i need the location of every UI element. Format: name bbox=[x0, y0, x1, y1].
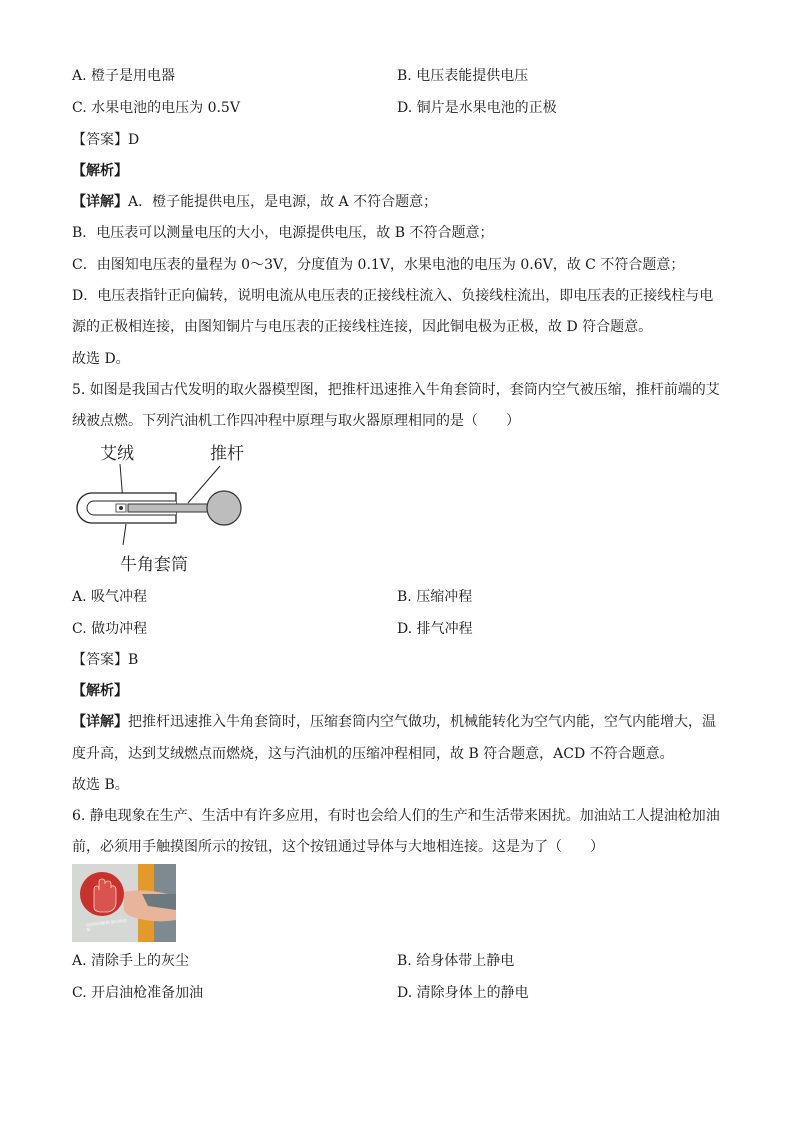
q6-option-b: B. 给身体带上静电 bbox=[397, 953, 515, 969]
q5-analysis-label: 【解析】 bbox=[72, 683, 128, 699]
q4-detail-1-text: A．橙子能提供电压，是电源，故 A 不符合题意； bbox=[128, 194, 438, 210]
q4-detail-4a: D．电压表指针正向偏转，说明电流从电压表的正接线柱流入、负接线柱流出，即电压表的正接线柱与电 bbox=[72, 288, 714, 304]
q5-option-c: C. 做功冲程 bbox=[72, 621, 148, 637]
rod-handle-knob bbox=[207, 491, 241, 525]
q4-option-b: B. 电压表能提供电压 bbox=[397, 68, 529, 84]
label-sleeve: 牛角套筒 bbox=[120, 555, 188, 575]
q5-detail-label: 【详解】 bbox=[72, 714, 128, 730]
q4-detail-4b: 源的正极相连接，由图知铜片与电压表的正接线柱连接，因此铜电极为正极，故 D 符合题意。 bbox=[72, 319, 653, 335]
q4-option-a: A. 橙子是用电器 bbox=[72, 68, 176, 84]
q5-option-d: D. 排气冲程 bbox=[397, 621, 473, 637]
q5-stem-1: 5. 如图是我国古代发明的取火器模型图，把推杆迅速推入牛角套筒时，套筒内空气被压缩，推杆前端的艾 bbox=[72, 382, 720, 398]
q6-option-d: D. 清除身体上的静电 bbox=[397, 985, 529, 1001]
q5-detail-2: 度升高，达到艾绒燃点而燃烧，这与汽油机的压缩冲程相同，故 B 符合题意，ACD 不符合题意。 bbox=[72, 746, 674, 762]
q5-option-a: A. 吸气冲程 bbox=[72, 589, 148, 605]
static-discharge-button-photo bbox=[72, 864, 176, 942]
q4-option-c: C. 水果电池的电压为 0.5V bbox=[72, 100, 240, 116]
q4-detail-2: B．电压表可以测量电压的大小，电源提供电压，故 B 不符合题意； bbox=[72, 225, 494, 241]
q5-option-b: B. 压缩冲程 bbox=[397, 589, 473, 605]
label-rod: 推杆 bbox=[210, 444, 244, 464]
q5-stem-2: 绒被点燃。下列汽油机工作四冲程中原理与取火器原理相同的是（ ） bbox=[72, 413, 520, 429]
q4-detail-1 bbox=[72, 193, 437, 211]
q5-answer: 【答案】B bbox=[72, 652, 139, 668]
q5-conclusion: 故选 B。 bbox=[72, 777, 129, 793]
q4-conclusion: 故选 D。 bbox=[72, 351, 130, 367]
q4-option-d: D. 铜片是水果电池的正极 bbox=[397, 100, 557, 116]
q4-analysis-label: 【解析】 bbox=[72, 163, 128, 179]
sleeve-leader-line bbox=[123, 524, 126, 545]
q5-detail-1-text: 把推杆迅速推入牛角套筒时，压缩套筒内空气做功，机械能转化为空气内能，空气内能增大，温 bbox=[128, 714, 716, 730]
tinder-dot bbox=[119, 506, 123, 510]
q4-detail-label: 【详解】 bbox=[72, 194, 128, 210]
photo-caption: 加油前请触摸 静电释放器 bbox=[85, 918, 128, 933]
q4-detail-3: C．由图知电压表的量程为 0～3V，分度值为 0.1V，水果电池的电压为 0.6V，故 C 不符合题意； bbox=[72, 257, 685, 273]
label-tinder: 艾绒 bbox=[100, 444, 134, 464]
fire-piston-diagram bbox=[70, 440, 250, 575]
q5-detail-1 bbox=[72, 713, 716, 731]
q6-stem-1: 6. 静电现象在生产、生活中有许多应用，有时也会给人们的生产和生活带来困扰。加油站工人提油枪加油 bbox=[72, 808, 720, 824]
q6-stem-2: 前，必须用手触摸图所示的按钮，这个按钮通过导体与大地相连接。这是为了（ ） bbox=[72, 839, 604, 855]
q6-option-c: C. 开启油枪准备加油 bbox=[72, 985, 204, 1001]
q6-option-a: A. 清除手上的灰尘 bbox=[72, 953, 190, 969]
q4-answer: 【答案】D bbox=[72, 132, 140, 148]
